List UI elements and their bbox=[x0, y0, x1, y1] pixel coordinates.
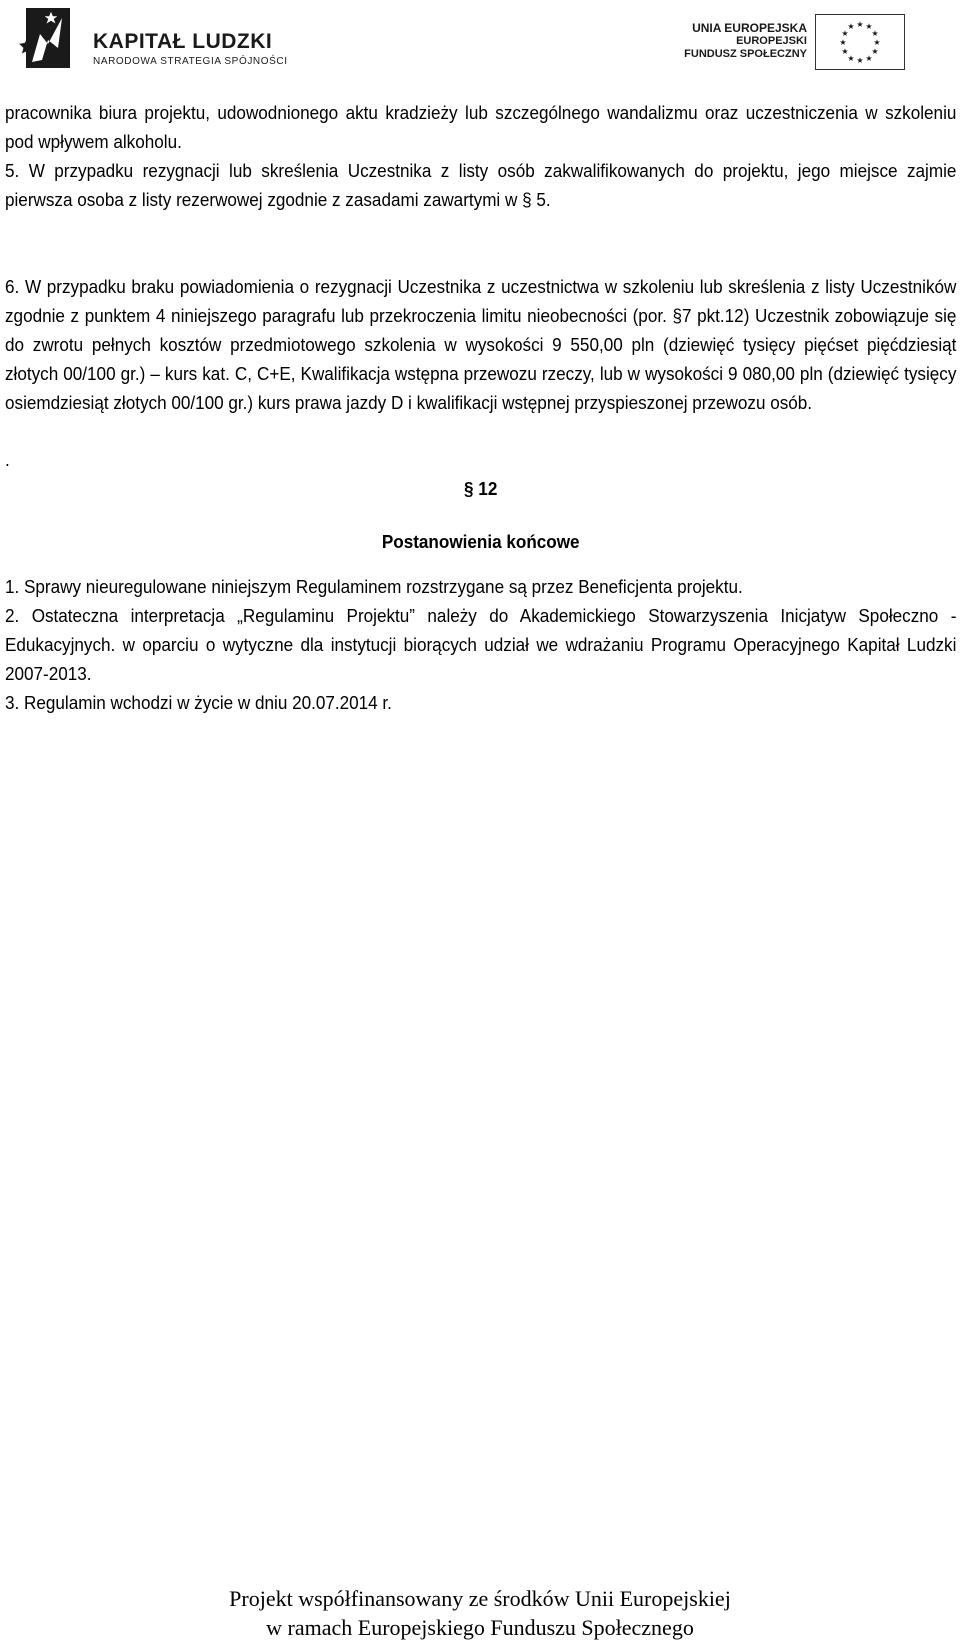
page-footer bbox=[0, 1584, 960, 1642]
svg-text:★: ★ bbox=[856, 20, 864, 29]
svg-text:★: ★ bbox=[865, 22, 873, 31]
svg-text:★: ★ bbox=[841, 47, 849, 56]
eu-logo-text bbox=[684, 22, 807, 61]
eu-logo-line1: UNIA EUROPEJSKA bbox=[692, 21, 807, 35]
final-item-3: 3. Regulamin wchodzi w życie w dniu 20.07.2014 r. bbox=[5, 692, 392, 713]
paragraph-intro: pracownika biura projektu, udowodnionego aktu kradzieży lub szczególnego wandalizmu oraz uczestniczenia w szkoleniu pod wpływem alkoholu. bbox=[5, 102, 957, 152]
kapital-ludzki-logo bbox=[18, 4, 308, 76]
page-header bbox=[0, 0, 960, 80]
eu-logo bbox=[680, 14, 905, 74]
svg-text:★: ★ bbox=[839, 38, 847, 47]
eu-logo-line3: FUNDUSZ SPOŁECZNY bbox=[684, 48, 807, 60]
paragraph-6: 6. W przypadku braku powiadomienia o rezygnacji Uczestnika z uczestnictwa w szkoleniu lub skreślenia z listy Uczestników zgodnie z punktem 4 niniejszego paragrafu lub przekroczenia limitu nieobecności (por. §7 pkt.12) Uczestnik zobowiązuje się do zwrotu pełnych kosztów przedmiotowego szkolenia w wysokości 9 550,00 pln (dziewięć tysięcy pięćset pięćdziesiąt złotych 00/100 gr.) – kurs kat. C, C+E, Kwalifikacja wstępna przewozu rzeczy, lub w wysokości 9 080,00 pln (dziewięć tysięcy osiemdziesiąt złotych 00/100 gr.) kurs prawa jazdy D i kwalifikacji wstępnej przyspieszonej przewozu osób. bbox=[5, 276, 957, 413]
svg-text:★: ★ bbox=[871, 47, 879, 56]
svg-text:★: ★ bbox=[873, 38, 881, 47]
kapital-ludzki-emblem-icon bbox=[18, 4, 88, 76]
svg-text:★: ★ bbox=[871, 29, 879, 38]
svg-text:★: ★ bbox=[865, 54, 873, 63]
eu-flag-icon bbox=[815, 14, 905, 70]
footer-line-1: Projekt współfinansowany ze środków Unii Europejskiej bbox=[229, 1586, 731, 1611]
eu-logo-line2: EUROPEJSKI bbox=[736, 35, 807, 47]
document-body bbox=[5, 98, 957, 717]
final-item-1: 1. Sprawy nieuregulowane niniejszym Regulaminem rozstrzygane są przez Beneficjenta projektu. bbox=[5, 576, 743, 597]
section-title: Postanowienia końcowe bbox=[381, 531, 580, 552]
svg-text:★: ★ bbox=[847, 54, 855, 63]
svg-text:★: ★ bbox=[856, 56, 864, 65]
footer-line-2: w ramach Europejskiego Funduszu Społecznego bbox=[266, 1615, 694, 1640]
kapital-ludzki-subtitle: NARODOWA STRATEGIA SPÓJNOŚCI bbox=[93, 56, 288, 67]
svg-text:★: ★ bbox=[841, 29, 849, 38]
stray-dot: . bbox=[5, 449, 10, 470]
paragraph-5: 5. W przypadku rezygnacji lub skreślenia Uczestnika z listy osób zakwalifikowanych do projektu, jego miejsce zajmie pierwsza osoba z listy rezerwowej zgodnie z zasadami zawartymi w § 5. bbox=[5, 160, 957, 210]
final-item-2: 2. Ostateczna interpretacja „Regulaminu Projektu” należy do Akademickiego Stowarzyszenia Inicjatyw Społeczno - Edukacyjnych. w oparciu o wytyczne dla instytucji biorących udział we wdrażaniu Programu Operacyjnego Kapitał Ludzki 2007-2013. bbox=[5, 605, 957, 684]
svg-text:★: ★ bbox=[847, 22, 855, 31]
kapital-ludzki-title: KAPITAŁ LUDZKI bbox=[93, 30, 273, 53]
section-number: § 12 bbox=[464, 478, 498, 499]
